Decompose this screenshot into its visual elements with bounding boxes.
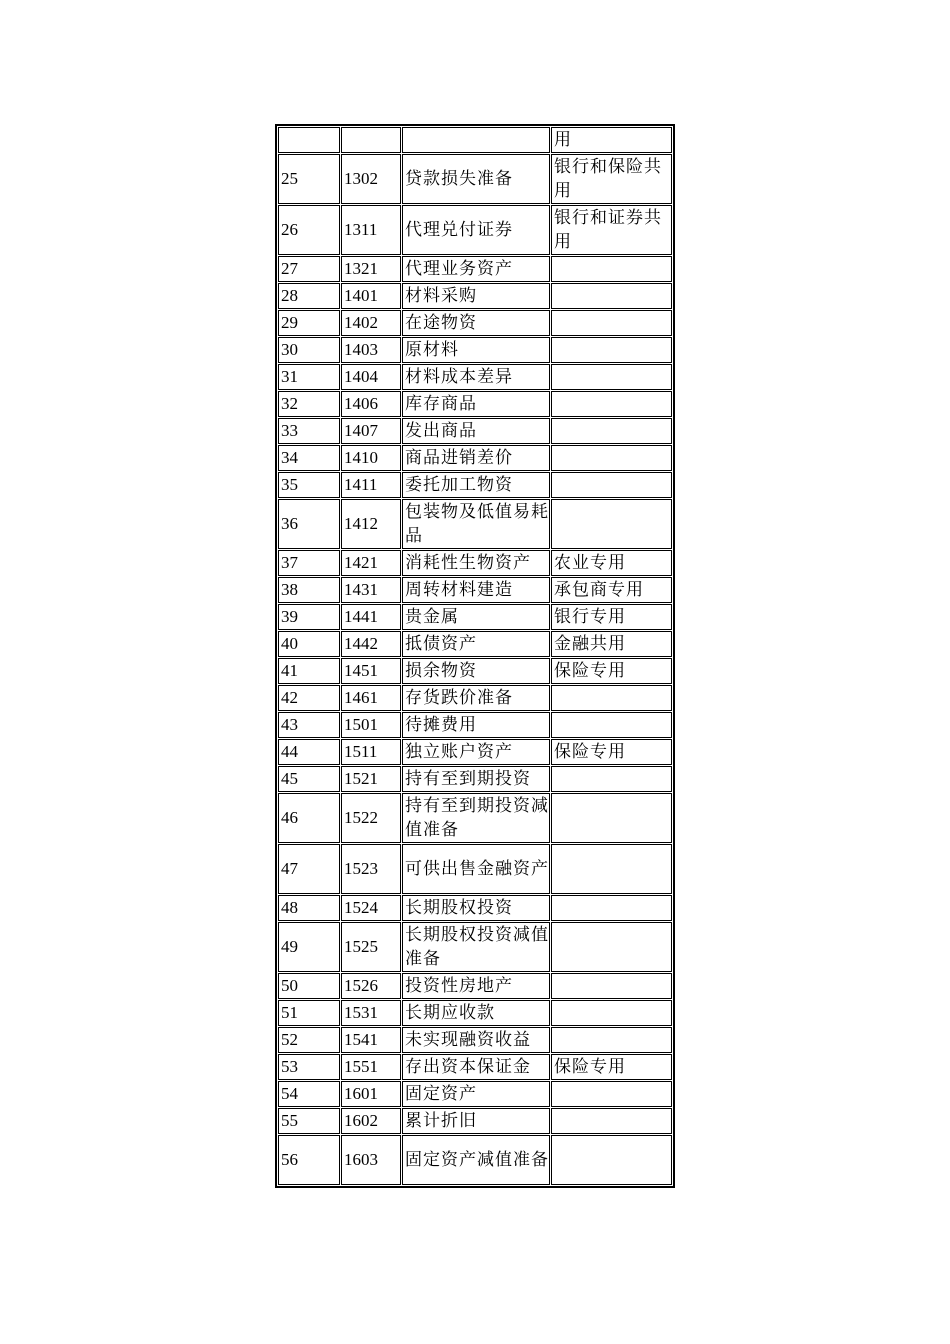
cell-number: 27 [278, 256, 340, 282]
table-row [278, 766, 672, 792]
cell-note [551, 1027, 672, 1053]
cell-name: 损余物资 [402, 658, 550, 684]
cell-name: 库存商品 [402, 391, 550, 417]
table-row [278, 895, 672, 921]
cell-name: 材料采购 [402, 283, 550, 309]
cell-note [551, 364, 672, 390]
cell-name: 未实现融资收益 [402, 1027, 550, 1053]
cell-number: 30 [278, 337, 340, 363]
cell-number: 56 [278, 1135, 340, 1185]
table-row [278, 127, 672, 153]
cell-number: 41 [278, 658, 340, 684]
cell-code: 1461 [341, 685, 401, 711]
cell-code: 1411 [341, 472, 401, 498]
cell-code: 1521 [341, 766, 401, 792]
cell-number: 52 [278, 1027, 340, 1053]
cell-note: 银行和保险共用 [551, 154, 672, 204]
cell-code: 1524 [341, 895, 401, 921]
cell-number: 32 [278, 391, 340, 417]
cell-name: 贷款损失准备 [402, 154, 550, 204]
cell-code [341, 127, 401, 153]
cell-note: 农业专用 [551, 550, 672, 576]
table-row [278, 256, 672, 282]
cell-code: 1401 [341, 283, 401, 309]
cell-name: 材料成本差异 [402, 364, 550, 390]
cell-code: 1410 [341, 445, 401, 471]
cell-number: 42 [278, 685, 340, 711]
cell-note [551, 283, 672, 309]
table-row [278, 658, 672, 684]
table-row [278, 418, 672, 444]
cell-note [551, 844, 672, 894]
cell-number: 28 [278, 283, 340, 309]
cell-code: 1525 [341, 922, 401, 972]
cell-name: 可供出售金融资产 [402, 844, 550, 894]
table-row [278, 631, 672, 657]
cell-name: 在途物资 [402, 310, 550, 336]
table-row [278, 793, 672, 843]
cell-code: 1402 [341, 310, 401, 336]
cell-number: 44 [278, 739, 340, 765]
cell-code: 1442 [341, 631, 401, 657]
table-row [278, 712, 672, 738]
table-row [278, 154, 672, 204]
cell-code: 1541 [341, 1027, 401, 1053]
table-row [278, 739, 672, 765]
cell-name [402, 127, 550, 153]
cell-note: 保险专用 [551, 658, 672, 684]
cell-code: 1412 [341, 499, 401, 549]
cell-number: 26 [278, 205, 340, 255]
cell-name: 周转材料建造 [402, 577, 550, 603]
cell-code: 1431 [341, 577, 401, 603]
cell-name: 长期股权投资减值准备 [402, 922, 550, 972]
cell-number [278, 127, 340, 153]
cell-note [551, 712, 672, 738]
table-row [278, 472, 672, 498]
cell-code: 1602 [341, 1108, 401, 1134]
cell-note [551, 418, 672, 444]
cell-code: 1522 [341, 793, 401, 843]
cell-note [551, 310, 672, 336]
table-row [278, 1081, 672, 1107]
cell-name: 固定资产减值准备 [402, 1135, 550, 1185]
table-row [278, 844, 672, 894]
cell-number: 39 [278, 604, 340, 630]
cell-note [551, 256, 672, 282]
cell-name: 固定资产 [402, 1081, 550, 1107]
cell-name: 累计折旧 [402, 1108, 550, 1134]
table-row [278, 973, 672, 999]
cell-number: 48 [278, 895, 340, 921]
cell-number: 38 [278, 577, 340, 603]
cell-note [551, 793, 672, 843]
cell-note [551, 973, 672, 999]
cell-name: 长期应收款 [402, 1000, 550, 1026]
table-row [278, 1135, 672, 1185]
accounts-table [275, 124, 675, 1188]
cell-note [551, 895, 672, 921]
cell-note [551, 337, 672, 363]
cell-note [551, 922, 672, 972]
table-row [278, 1108, 672, 1134]
cell-number: 37 [278, 550, 340, 576]
table-row [278, 391, 672, 417]
cell-number: 46 [278, 793, 340, 843]
cell-number: 49 [278, 922, 340, 972]
cell-code: 1321 [341, 256, 401, 282]
cell-number: 54 [278, 1081, 340, 1107]
cell-code: 1501 [341, 712, 401, 738]
cell-number: 55 [278, 1108, 340, 1134]
cell-number: 45 [278, 766, 340, 792]
cell-number: 35 [278, 472, 340, 498]
cell-code: 1551 [341, 1054, 401, 1080]
table-row [278, 604, 672, 630]
cell-note [551, 1135, 672, 1185]
cell-note [551, 1108, 672, 1134]
table-row [278, 364, 672, 390]
table-row [278, 1000, 672, 1026]
cell-note [551, 1081, 672, 1107]
cell-number: 36 [278, 499, 340, 549]
cell-name: 商品进销差价 [402, 445, 550, 471]
cell-number: 51 [278, 1000, 340, 1026]
table-row [278, 445, 672, 471]
cell-name: 贵金属 [402, 604, 550, 630]
cell-name: 代理业务资产 [402, 256, 550, 282]
table-row [278, 337, 672, 363]
cell-note: 用 [551, 127, 672, 153]
cell-code: 1526 [341, 973, 401, 999]
cell-number: 53 [278, 1054, 340, 1080]
cell-name: 消耗性生物资产 [402, 550, 550, 576]
cell-code: 1601 [341, 1081, 401, 1107]
cell-code: 1421 [341, 550, 401, 576]
cell-note [551, 472, 672, 498]
cell-code: 1403 [341, 337, 401, 363]
table-row [278, 922, 672, 972]
cell-number: 33 [278, 418, 340, 444]
cell-code: 1511 [341, 739, 401, 765]
table-row [278, 1054, 672, 1080]
cell-name: 发出商品 [402, 418, 550, 444]
cell-note [551, 1000, 672, 1026]
cell-note: 保险专用 [551, 1054, 672, 1080]
cell-note: 银行专用 [551, 604, 672, 630]
cell-name: 长期股权投资 [402, 895, 550, 921]
cell-number: 31 [278, 364, 340, 390]
cell-note: 保险专用 [551, 739, 672, 765]
cell-number: 43 [278, 712, 340, 738]
table-row [278, 499, 672, 549]
cell-code: 1311 [341, 205, 401, 255]
table-row [278, 283, 672, 309]
cell-code: 1523 [341, 844, 401, 894]
table-row [278, 1027, 672, 1053]
cell-number: 47 [278, 844, 340, 894]
cell-name: 持有至到期投资 [402, 766, 550, 792]
table-row [278, 205, 672, 255]
table-row [278, 550, 672, 576]
accounts-table-body [278, 127, 672, 1185]
cell-name: 独立账户资产 [402, 739, 550, 765]
cell-note [551, 391, 672, 417]
cell-note [551, 445, 672, 471]
cell-note: 承包商专用 [551, 577, 672, 603]
cell-name: 代理兑付证券 [402, 205, 550, 255]
cell-number: 29 [278, 310, 340, 336]
cell-note [551, 685, 672, 711]
cell-name: 委托加工物资 [402, 472, 550, 498]
cell-code: 1531 [341, 1000, 401, 1026]
cell-number: 40 [278, 631, 340, 657]
table-row [278, 577, 672, 603]
cell-number: 34 [278, 445, 340, 471]
cell-name: 投资性房地产 [402, 973, 550, 999]
cell-code: 1302 [341, 154, 401, 204]
cell-name: 抵债资产 [402, 631, 550, 657]
cell-code: 1404 [341, 364, 401, 390]
cell-code: 1407 [341, 418, 401, 444]
cell-code: 1603 [341, 1135, 401, 1185]
cell-name: 包装物及低值易耗品 [402, 499, 550, 549]
cell-name: 存出资本保证金 [402, 1054, 550, 1080]
cell-note [551, 766, 672, 792]
cell-note: 金融共用 [551, 631, 672, 657]
cell-code: 1441 [341, 604, 401, 630]
table-row [278, 685, 672, 711]
cell-number: 25 [278, 154, 340, 204]
table-row [278, 310, 672, 336]
cell-code: 1406 [341, 391, 401, 417]
cell-number: 50 [278, 973, 340, 999]
cell-name: 待摊费用 [402, 712, 550, 738]
cell-note [551, 499, 672, 549]
cell-code: 1451 [341, 658, 401, 684]
cell-name: 持有至到期投资减值准备 [402, 793, 550, 843]
cell-name: 原材料 [402, 337, 550, 363]
cell-name: 存货跌价准备 [402, 685, 550, 711]
cell-note: 银行和证券共用 [551, 205, 672, 255]
